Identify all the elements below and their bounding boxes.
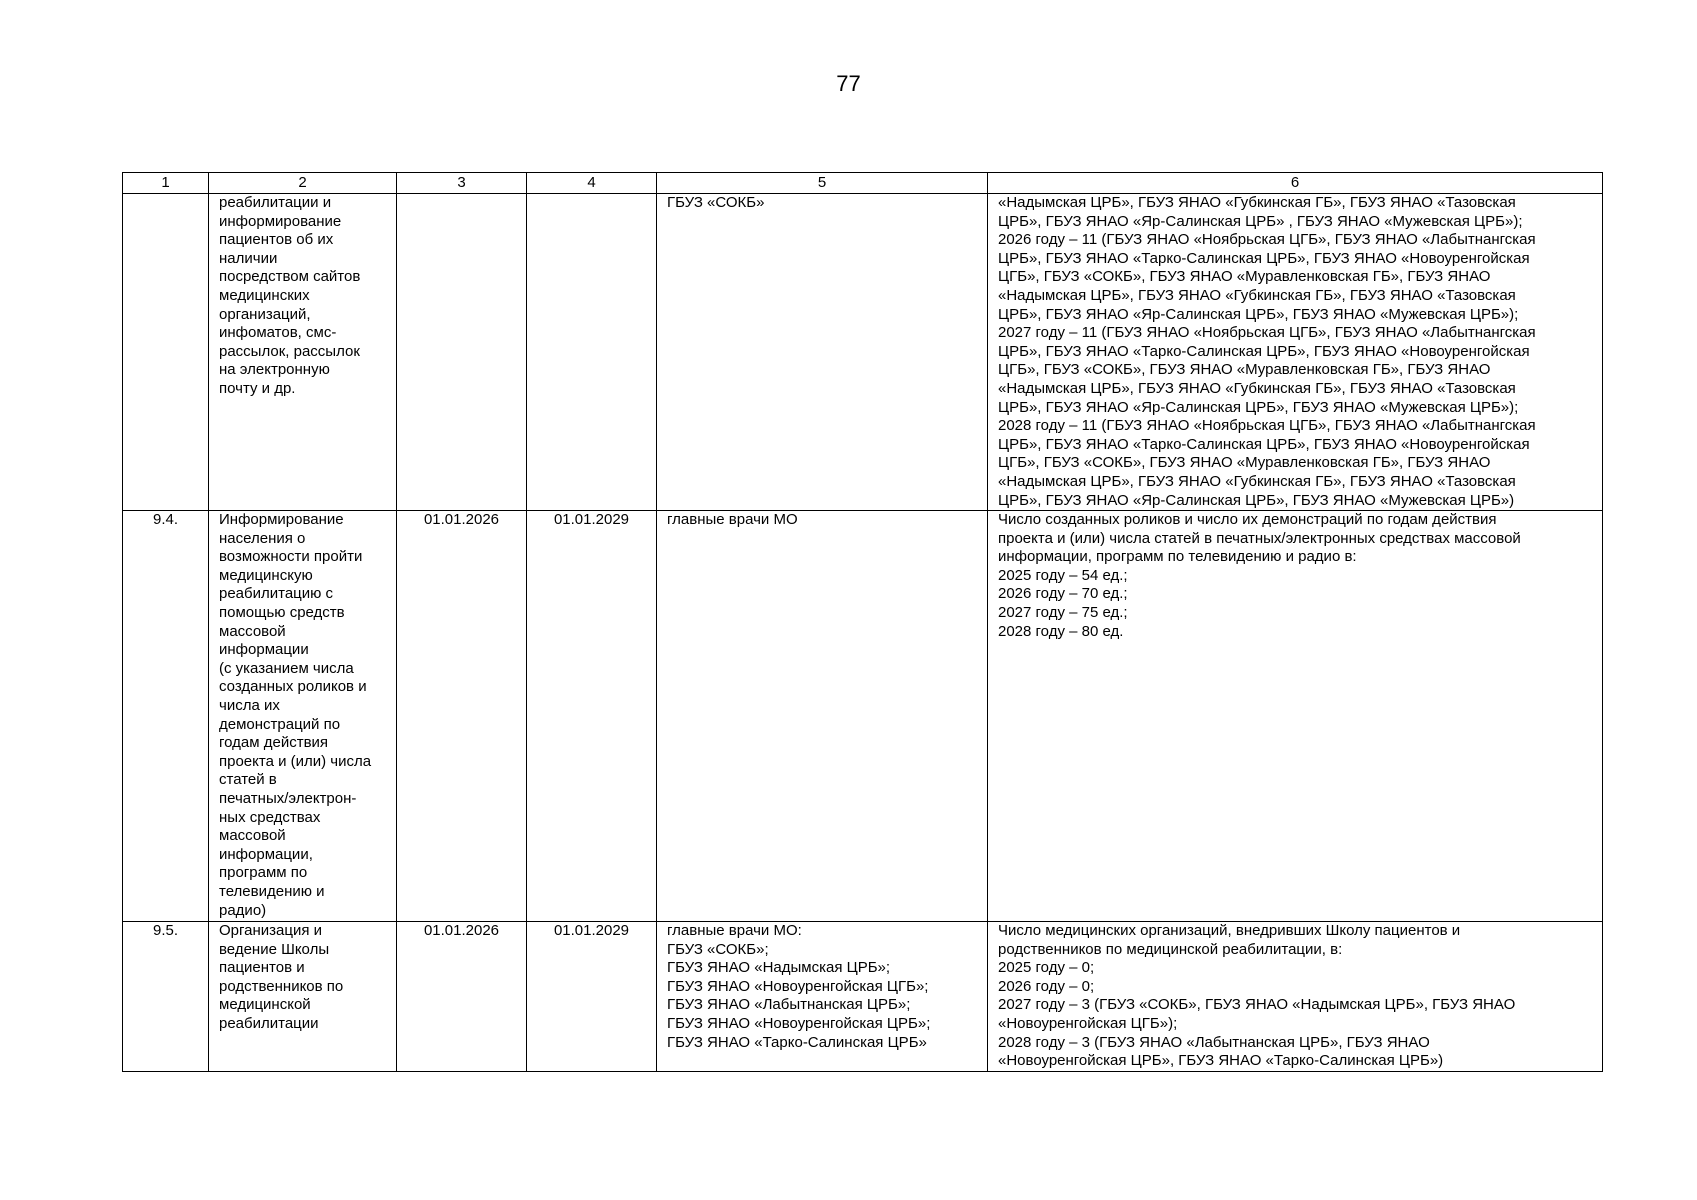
item-number-cell — [123, 194, 209, 511]
text-line: Организация и — [219, 922, 323, 940]
text-line: ведение Школы — [219, 940, 330, 958]
table-row — [123, 922, 1603, 1072]
header-cell-2: 2 — [209, 173, 397, 194]
text-line: 2028 году – 80 ед. — [998, 622, 1124, 640]
text-line: наличии — [219, 249, 278, 267]
text-line: главные врачи МО — [667, 511, 798, 529]
text-line: ЦРБ», ГБУЗ ЯНАО «Яр-Салинская ЦРБ» , ГБУЗ ЯНАО «Мужевская ЦРБ»); — [998, 212, 1523, 230]
end-date-cell: 01.01.2029 — [527, 922, 657, 1072]
text-line: почту и др. — [219, 379, 296, 397]
text-line: медицинскую — [219, 566, 313, 584]
result-cell — [988, 922, 1603, 1072]
text-line: организаций, — [219, 305, 311, 323]
text-line: статей в — [219, 771, 277, 789]
text-line: помощью средств — [219, 604, 345, 622]
text-line: программ по — [219, 864, 308, 882]
text-line: «Новоуренгойская ЦРБ», ГБУЗ ЯНАО «Тарко-Салинская ЦРБ») — [998, 1052, 1444, 1070]
text-line: рассылок, рассылок — [219, 342, 360, 360]
text-line: ЦРБ», ГБУЗ ЯНАО «Тарко-Салинская ЦРБ», ГБУЗ ЯНАО «Новоуренгойская — [998, 435, 1530, 453]
text-line: инфоматов, смс- — [219, 324, 337, 342]
text-line: Число созданных роликов и число их демонстраций по годам действия — [998, 511, 1497, 529]
text-line: родственников по — [219, 977, 344, 995]
text-line: ЦРБ», ГБУЗ ЯНАО «Тарко-Салинская ЦРБ», ГБУЗ ЯНАО «Новоуренгойская — [998, 342, 1530, 360]
end-date-cell — [527, 194, 657, 511]
text-line: проекта и (или) числа статей в печатных/электронных средствах массовой — [998, 529, 1521, 547]
text-line: радио) — [219, 901, 267, 919]
text-line: информации — [219, 641, 309, 659]
text-line: 2026 году – 0; — [998, 977, 1095, 995]
text-line: ЦРБ», ГБУЗ ЯНАО «Яр-Салинская ЦРБ», ГБУЗ ЯНАО «Мужевская ЦРБ»); — [998, 398, 1519, 416]
text-line: ЦРБ», ГБУЗ ЯНАО «Яр-Салинская ЦРБ», ГБУЗ ЯНАО «Мужевская ЦРБ»); — [998, 305, 1519, 323]
text-line: реабилитацию с — [219, 585, 334, 603]
text-line: пациентов об их — [219, 231, 334, 249]
header-cell-5: 5 — [657, 173, 988, 194]
text-line: числа их — [219, 697, 280, 715]
item-number-cell: 9.4. — [123, 511, 209, 922]
measures-table — [122, 172, 1603, 1072]
text-line: созданных роликов и — [219, 678, 367, 696]
header-row — [123, 173, 1603, 194]
measure-name-cell — [209, 511, 397, 922]
text-line: реабилитации и — [219, 194, 332, 211]
text-line: ГБУЗ ЯНАО «Лабытнанская ЦРБ»; — [667, 996, 911, 1014]
text-line: годам действия — [219, 734, 329, 752]
text-line: 2028 году – 3 (ГБУЗ ЯНАО «Лабытнанская ЦРБ», ГБУЗ ЯНАО — [998, 1033, 1430, 1051]
text-line: ных средствах — [219, 808, 321, 826]
text-line: ЦГБ», ГБУЗ «СОКБ», ГБУЗ ЯНАО «Муравленковская ГБ», ГБУЗ ЯНАО — [998, 361, 1491, 379]
text-line: «Надымская ЦРБ», ГБУЗ ЯНАО «Губкинская ГБ», ГБУЗ ЯНАО «Тазовская — [998, 379, 1516, 397]
text-line: ГБУЗ ЯНАО «Тарко-Салинская ЦРБ» — [667, 1033, 927, 1051]
text-line: посредством сайтов — [219, 268, 361, 286]
text-line: (с указанием числа — [219, 659, 354, 677]
text-line: массовой — [219, 622, 286, 640]
text-line: телевидению и — [219, 882, 325, 900]
text-line: «Надымская ЦРБ», ГБУЗ ЯНАО «Губкинская ГБ», ГБУЗ ЯНАО «Тазовская — [998, 472, 1516, 490]
item-number-cell: 9.5. — [123, 922, 209, 1072]
text-line: «Надымская ЦРБ», ГБУЗ ЯНАО «Губкинская ГБ», ГБУЗ ЯНАО «Тазовская — [998, 286, 1516, 304]
text-line: «Новоуренгойская ЦГБ»); — [998, 1015, 1178, 1033]
text-line: ГБУЗ ЯНАО «Новоуренгойская ЦГБ»; — [667, 977, 929, 995]
text-line: 2027 году – 75 ед.; — [998, 604, 1128, 622]
measure-name-cell — [209, 922, 397, 1072]
start-date-cell: 01.01.2026 — [397, 922, 527, 1072]
text-line: на электронную — [219, 361, 330, 379]
text-line: ГБУЗ «СОКБ» — [667, 194, 765, 211]
responsible-cell — [657, 511, 988, 922]
start-date-cell: 01.01.2026 — [397, 511, 527, 922]
text-line: 2026 году – 70 ед.; — [998, 585, 1128, 603]
text-line: ЦГБ», ГБУЗ «СОКБ», ГБУЗ ЯНАО «Муравленковская ГБ», ГБУЗ ЯНАО — [998, 268, 1491, 286]
text-line: проекта и (или) числа — [219, 752, 372, 770]
text-line: родственников по медицинской реабилитации, в: — [998, 940, 1343, 958]
text-line: 2028 году – 11 (ГБУЗ ЯНАО «Ноябрьская ЦГБ», ГБУЗ ЯНАО «Лабытнангская — [998, 417, 1536, 435]
text-line: ЦГБ», ГБУЗ «СОКБ», ГБУЗ ЯНАО «Муравленковская ГБ», ГБУЗ ЯНАО — [998, 454, 1491, 472]
text-line: печатных/электрон- — [219, 790, 357, 807]
text-line: ЦРБ», ГБУЗ ЯНАО «Тарко-Салинская ЦРБ», ГБУЗ ЯНАО «Новоуренгойская — [998, 249, 1530, 267]
text-line: ЦРБ», ГБУЗ ЯНАО «Яр-Салинская ЦРБ», ГБУЗ ЯНАО «Мужевская ЦРБ») — [998, 491, 1515, 509]
header-cell-3: 3 — [397, 173, 527, 194]
header-cell-4: 4 — [527, 173, 657, 194]
text-line: Число медицинских организаций, внедривших Школу пациентов и — [998, 922, 1461, 940]
text-line: «Надымская ЦРБ», ГБУЗ ЯНАО «Губкинская ГБ», ГБУЗ ЯНАО «Тазовская — [998, 194, 1516, 211]
text-line: медицинской — [219, 996, 311, 1014]
text-line: Информирование — [219, 511, 344, 529]
responsible-cell — [657, 922, 988, 1072]
text-line: 2026 году – 11 (ГБУЗ ЯНАО «Ноябрьская ЦГБ», ГБУЗ ЯНАО «Лабытнангская — [998, 231, 1536, 249]
text-line: населения о — [219, 529, 306, 547]
text-line: ГБУЗ ЯНАО «Новоуренгойская ЦРБ»; — [667, 1015, 931, 1033]
table-row — [123, 511, 1603, 922]
text-line: пациентов и — [219, 959, 305, 977]
start-date-cell — [397, 194, 527, 511]
text-line: возможности пройти — [219, 548, 363, 566]
text-line: ГБУЗ ЯНАО «Надымская ЦРБ»; — [667, 959, 891, 977]
page-number: 77 — [836, 71, 861, 96]
text-line: главные врачи МО: — [667, 922, 802, 940]
text-line: 2027 году – 3 (ГБУЗ «СОКБ», ГБУЗ ЯНАО «Надымская ЦРБ», ГБУЗ ЯНАО — [998, 996, 1516, 1014]
header-cell-1: 1 — [123, 173, 209, 194]
text-line: ГБУЗ «СОКБ»; — [667, 940, 769, 958]
text-line: информации, — [219, 845, 313, 863]
measure-name-cell — [209, 194, 397, 511]
text-line: медицинских — [219, 286, 310, 304]
result-cell — [988, 511, 1603, 922]
text-line: массовой — [219, 827, 286, 845]
header-cell-6: 6 — [988, 173, 1603, 194]
text-line: информирование — [219, 212, 342, 230]
responsible-cell — [657, 194, 988, 511]
result-cell — [988, 194, 1603, 511]
text-line: демонстраций по — [219, 715, 341, 733]
text-line: 2027 году – 11 (ГБУЗ ЯНАО «Ноябрьская ЦГБ», ГБУЗ ЯНАО «Лабытнангская — [998, 324, 1536, 342]
text-line: реабилитации — [219, 1015, 319, 1033]
text-line: информации, программ по телевидению и радио в: — [998, 548, 1357, 566]
end-date-cell: 01.01.2029 — [527, 511, 657, 922]
table-row — [123, 194, 1603, 511]
text-line: 2025 году – 0; — [998, 959, 1095, 977]
text-line: 2025 году – 54 ед.; — [998, 566, 1128, 584]
